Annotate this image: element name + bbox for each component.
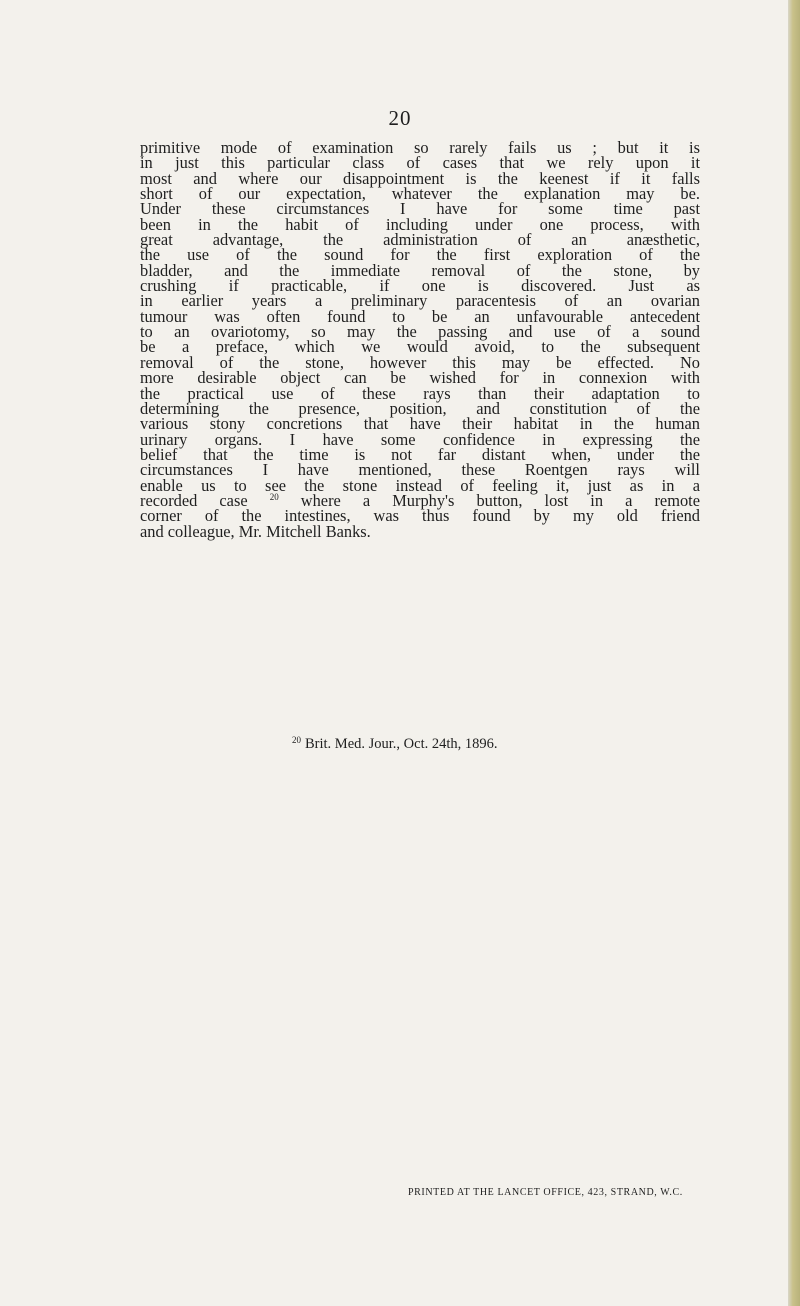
body-line: most and where our disappointment is the keenest if it falls <box>140 168 700 188</box>
page-number: 20 <box>388 106 412 130</box>
body-line: belief that the time is not far distant when, under the <box>140 444 700 464</box>
body-line: circumstances I have mentioned, these Roentgen rays will <box>140 460 700 480</box>
body-text <box>140 140 700 539</box>
printer-imprint: PRINTED AT THE LANCET OFFICE, 423, STRAND, W.C. <box>408 1187 683 1198</box>
footnote <box>292 735 712 753</box>
body-line: been in the habit of including under one process, with <box>140 214 700 234</box>
body-line: more desirable object can be wished for in connexion with <box>140 368 700 388</box>
body-line: to an ovariotomy, so may the passing and use of a sound <box>140 322 700 342</box>
body-line: determining the presence, position, and constitution of the <box>140 398 700 418</box>
body-line: in just this particular class of cases that we rely upon it <box>140 153 700 173</box>
footnote-text: Brit. Med. Jour., Oct. 24th, 1896. <box>305 736 498 752</box>
body-line: short of our expectation, whatever the explanation may be. <box>140 184 700 204</box>
body-line: primitive mode of examination so rarely fails us ; but it is <box>140 138 700 157</box>
footnote-marker: 20 <box>292 735 301 745</box>
body-line: the practical use of these rays than their adaptation to <box>140 383 700 403</box>
body-line: removal of the stone, however this may be effected. No <box>140 352 700 372</box>
body-line: enable us to see the stone instead of feeling it, just as in a <box>140 475 700 495</box>
body-line: urinary organs. I have some confidence in expressing the <box>140 429 700 449</box>
footnote-reference: 20 <box>269 491 279 502</box>
body-line-end: where a Murphy's button, lost in a remote <box>300 490 700 510</box>
body-line: bladder, and the immediate removal of the stone, by <box>140 260 700 280</box>
body-line-start: recorded case <box>140 490 248 510</box>
body-line: the use of the sound for the first exploration of the <box>140 245 700 265</box>
body-line: corner of the intestines, was thus found by my old friend <box>140 506 700 526</box>
body-line: various stony concretions that have their habitat in the human <box>140 414 700 434</box>
body-line: great advantage, the administration of an anæsthetic, <box>140 230 700 250</box>
body-line: crushing if practicable, if one is discovered. Just as <box>140 276 700 296</box>
body-line: tumour was often found to be an unfavourable antecedent <box>140 306 700 326</box>
body-line: be a preface, which we would avoid, to the subsequent <box>140 337 700 357</box>
body-line: in earlier years a preliminary paracentesis of an ovarian <box>140 291 700 311</box>
body-line: and colleague, Mr. Mitchell Banks. <box>140 521 371 541</box>
page-edge <box>788 0 800 1306</box>
body-line: Under these circumstances I have for some time past <box>140 199 700 219</box>
